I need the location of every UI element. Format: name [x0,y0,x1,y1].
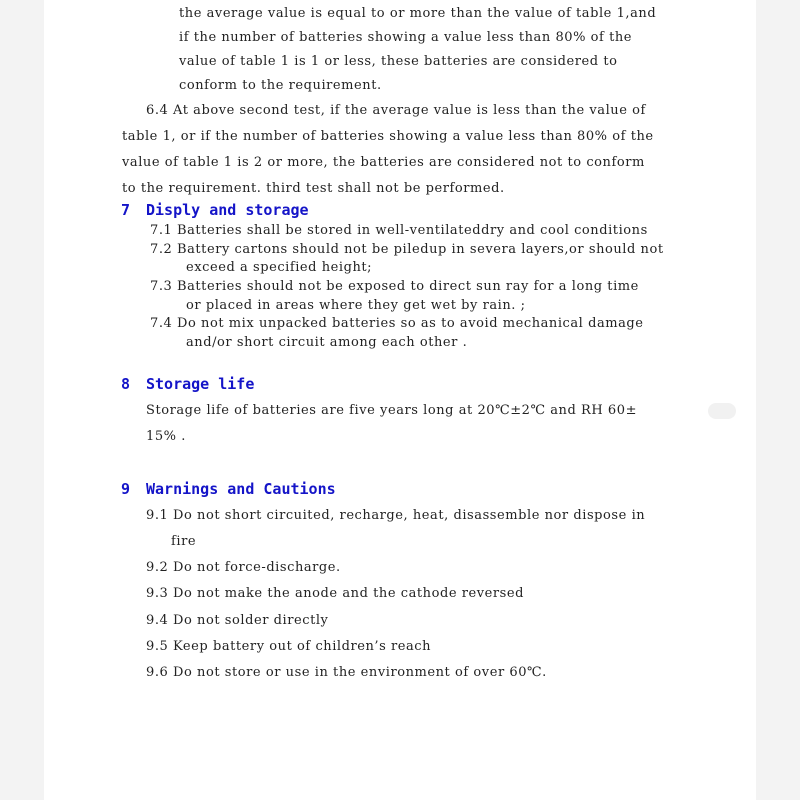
section-number: 9 [121,480,131,498]
list-item-continuation: exceed a specified height; [186,260,373,275]
text-line: value of table 1 is 1 or less, these batteries are considered to [179,54,618,69]
text-line: 15% . [146,429,186,444]
text-line: 6.4 At above second test, if the average value is less than the value of [146,103,646,118]
text-line: if the number of batteries showing a value less than 80% of the [179,30,633,45]
section-heading [121,201,309,219]
section-title: Disply and storage [146,201,309,219]
scan-smudge [708,403,736,419]
list-item: 9.6 Do not store or use in the environment of over 60℃. [146,665,547,680]
document-page [44,0,756,800]
text-line: conform to the requirement. [179,78,382,93]
list-item: 7.4 Do not mix unpacked batteries so as to avoid mechanical damage [150,316,644,331]
list-item: 9.2 Do not force-discharge. [146,560,341,575]
list-item: 7.1 Batteries shall be stored in well-ventilateddry and cool conditions [150,223,648,238]
text-line: value of table 1 is 2 or more, the batteries are considered not to conform [122,155,645,170]
list-item: 9.1 Do not short circuited, recharge, heat, disassemble nor dispose in [146,508,646,523]
section-heading [121,375,254,393]
list-item: 7.2 Battery cartons should not be piledup in severa layers,or should not [150,242,664,257]
list-item-continuation: or placed in areas where they get wet by rain. ; [186,298,526,313]
text-line: to the requirement. third test shall not be performed. [122,181,505,196]
list-item: 7.3 Batteries should not be exposed to direct sun ray for a long time [150,279,639,294]
section-title: Warnings and Cautions [146,480,336,498]
text-line: table 1, or if the number of batteries showing a value less than 80% of the [122,129,654,144]
list-item: 9.3 Do not make the anode and the cathode reversed [146,586,524,601]
section-title: Storage life [146,375,255,393]
list-item-continuation: fire [171,534,197,549]
text-line: the average value is equal to or more than the value of table 1,and [179,6,657,21]
section-heading [121,480,336,498]
list-item: 9.5 Keep battery out of children’s reach [146,639,432,654]
text-line: Storage life of batteries are five years long at 20℃±2℃ and RH 60± [146,403,638,418]
list-item: 9.4 Do not solder directly [146,613,329,628]
list-item-continuation: and/or short circuit among each other . [186,335,468,350]
section-number: 7 [121,201,131,219]
section-number: 8 [121,375,131,393]
